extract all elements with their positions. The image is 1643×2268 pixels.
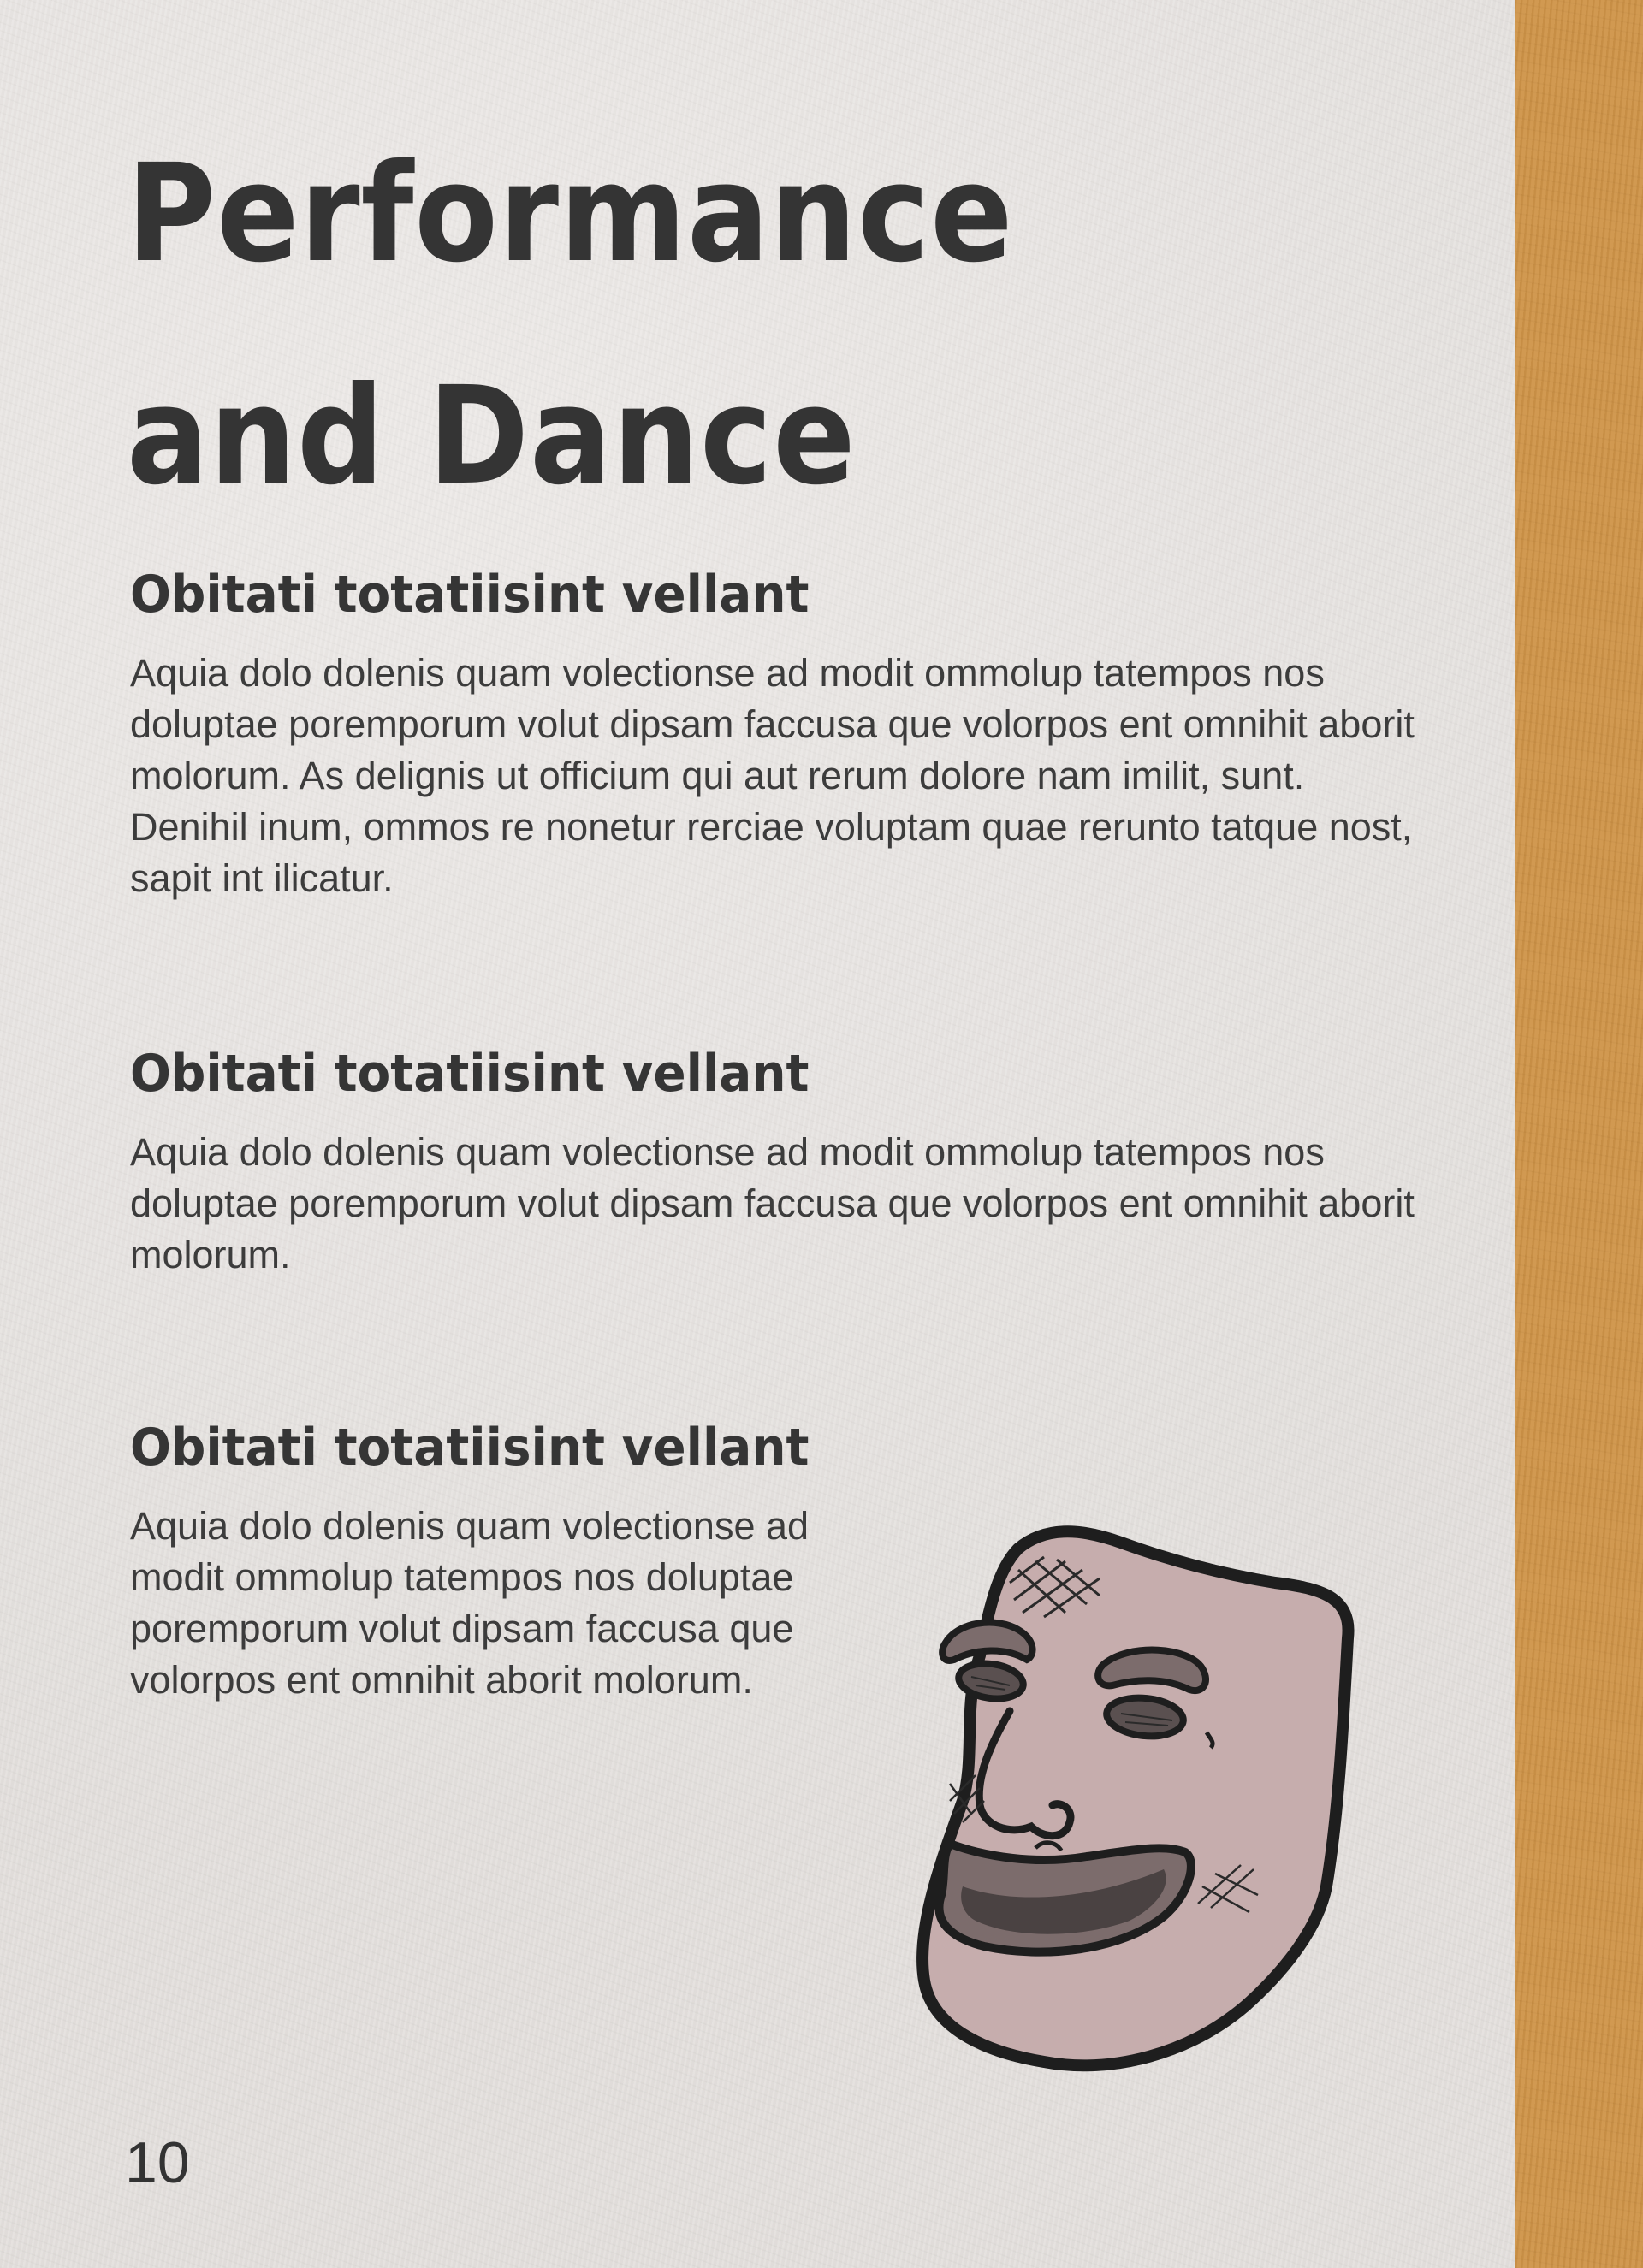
section-body: Aquia dolo dolenis quam volectionse ad modit ommolup tatempos nos doluptae poremporum volut dipsam faccusa que volorpos ent omnihit aborit molorum. (130, 1130, 1415, 1276)
section-body: Aquia dolo dolenis quam volectionse ad modit ommolup tatempos nos doluptae poremporum volut dipsam faccusa que volorpos ent omnihit aborit molorum. As delignis ut officium qui aut rerum dolore nam imilit, sunt. Denihil inum, ommos re nonetur rerciae voluptam quae rerunto tatque nost, sapit int ilicatur. (130, 651, 1415, 900)
content-section-2 (130, 1039, 1431, 1281)
section-heading: Obitati totatiisint vellant (130, 565, 810, 625)
side-color-band (1515, 0, 1643, 2268)
mask-face (922, 1531, 1349, 2065)
section-heading: Obitati totatiisint vellant (130, 1044, 810, 1104)
section-heading: Obitati totatiisint vellant (130, 1418, 810, 1477)
content-section-3 (130, 1413, 866, 1706)
page-number: 10 (125, 2130, 190, 2195)
section-body: Aquia dolo dolenis quam volectionse ad modit ommolup tatempos nos doluptae poremporum volut dipsam faccusa que volorpos ent omnihit aborit molorum. (130, 1504, 810, 1702)
theatre-mask-illustration (916, 1519, 1361, 2083)
page-title: Performance and Dance (127, 135, 1014, 515)
content-section-1 (130, 560, 1431, 904)
